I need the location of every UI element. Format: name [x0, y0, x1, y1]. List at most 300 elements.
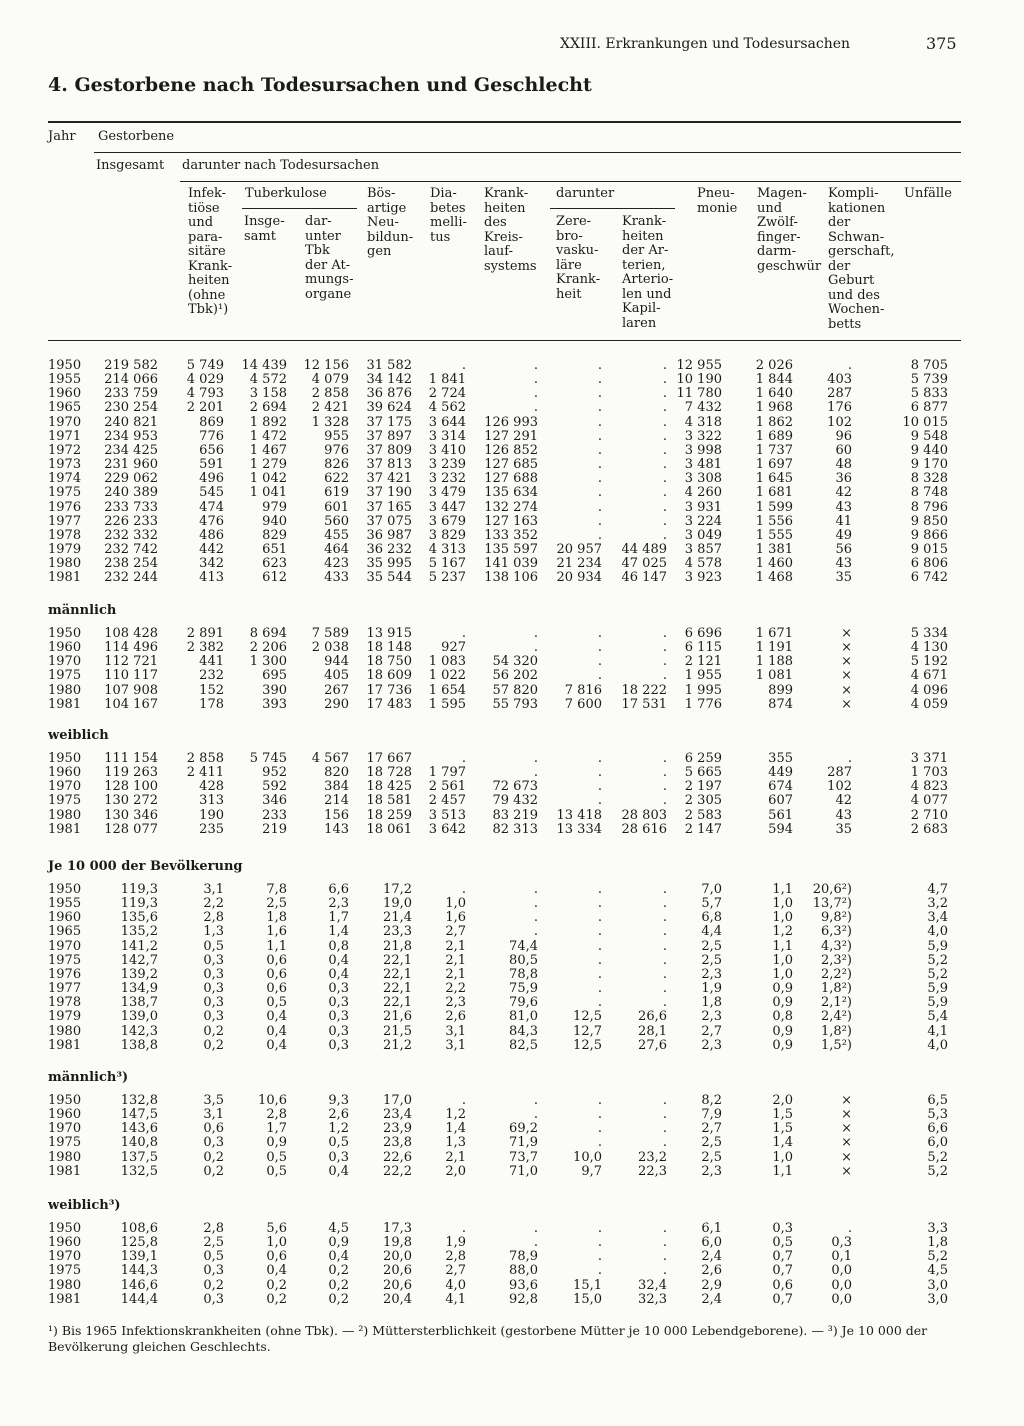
- cell-infektioese: 2 411: [186, 765, 224, 781]
- cell-infektioese: 2 201: [186, 400, 224, 416]
- cell-kreislauf: 138 106: [484, 570, 538, 586]
- cell-kreislauf: 80,5: [509, 952, 538, 968]
- header-arterien: Krank- heiten der Ar- terien, Arterio- len und Kapil- laren: [622, 214, 674, 331]
- cell-year: 1960: [48, 640, 82, 656]
- cell-pneumonie: 6 259: [684, 751, 722, 766]
- header-gestorbene: Gestorbene: [98, 129, 175, 144]
- cell-insgesamt: 147,5: [120, 1107, 158, 1123]
- cell-diabetes: 1 654: [428, 682, 466, 698]
- cell-magen: 1 968: [755, 400, 793, 416]
- cell-magen: 0,8: [772, 1009, 793, 1025]
- cell-year: 1976: [48, 966, 82, 982]
- cell-arterien: 23,2: [638, 1149, 667, 1165]
- cell-tbk-insgesamt: 5,6: [266, 1221, 287, 1236]
- cell-zerebro: .: [597, 513, 602, 529]
- cell-zerebro: 10,0: [573, 1149, 602, 1165]
- cell-tbk-insgesamt: 2 206: [249, 640, 287, 656]
- cell-arterien: .: [662, 938, 667, 954]
- cell-magen: 0,5: [772, 1235, 793, 1251]
- cell-insgesamt: 233 733: [104, 499, 158, 515]
- cell-kreislauf: 81,0: [509, 1009, 538, 1025]
- cell-kreislauf: 88,0: [509, 1263, 538, 1279]
- cell-pneumonie: 4 578: [684, 556, 722, 572]
- cell-unfaelle: 5,2: [927, 1149, 948, 1165]
- cell-unfaelle: 3,0: [927, 1291, 948, 1307]
- cell-pneumonie: 3 481: [684, 457, 722, 473]
- cell-diabetes: 3,1: [445, 1023, 466, 1039]
- cell-boesartige: 19,8: [383, 1235, 412, 1251]
- header-infektioese: Infek- tiöse und para- sitäre Krank- heiten (ohne Tbk)¹): [188, 186, 233, 317]
- cell-year: 1980: [48, 556, 82, 572]
- cell-infektioese: 0,3: [203, 981, 224, 997]
- cell-arterien: 17 531: [621, 696, 667, 712]
- cell-insgesamt: 114 496: [104, 640, 158, 656]
- cell-magen: 2 026: [755, 358, 793, 373]
- cell-insgesamt: 130 272: [104, 793, 158, 809]
- cell-infektioese: 0,3: [203, 1263, 224, 1279]
- cell-unfaelle: 8 748: [910, 485, 948, 501]
- cell-unfaelle: 8 796: [910, 499, 948, 515]
- cell-tbk-atmung: 0,3: [328, 981, 349, 997]
- cell-tbk-atmung: 0,3: [328, 1009, 349, 1025]
- cell-magen: 1,0: [772, 966, 793, 982]
- cell-tbk-insgesamt: 0,4: [266, 1263, 287, 1279]
- cell-boesartige: 18 609: [366, 668, 412, 684]
- cell-insgesamt: 125,8: [120, 1235, 158, 1251]
- cell-arterien: .: [662, 400, 667, 416]
- cell-infektioese: 4 029: [186, 372, 224, 388]
- cell-kreislauf: 57 820: [492, 682, 538, 698]
- cell-kreislauf: .: [533, 626, 538, 641]
- cell-infektioese: 441: [199, 654, 224, 670]
- cell-infektioese: 869: [199, 414, 224, 430]
- table-title: 4. Gestorbene nach Todesursachen und Geschlecht: [48, 74, 592, 96]
- cell-komplikationen: .: [847, 751, 852, 766]
- cell-arterien: 26,6: [638, 1009, 667, 1025]
- cell-year: 1955: [48, 896, 82, 912]
- cell-infektioese: 476: [199, 513, 224, 529]
- cell-komplikationen: 13,7²): [812, 896, 852, 912]
- header-darunter-nach: darunter nach Todesursachen: [182, 158, 380, 173]
- cell-tbk-insgesamt: 0,4: [266, 1037, 287, 1053]
- cell-boesartige: 21,4: [383, 910, 412, 926]
- cell-diabetes: 2,1: [445, 952, 466, 968]
- cell-insgesamt: 132,8: [120, 1093, 158, 1108]
- cell-infektioese: 0,2: [203, 1277, 224, 1293]
- table-row: [0, 996, 1024, 1010]
- cell-insgesamt: 144,3: [120, 1263, 158, 1279]
- cell-unfaelle: 5 192: [910, 654, 948, 670]
- cell-tbk-atmung: 826: [324, 457, 349, 473]
- cell-komplikationen: 36: [835, 471, 852, 487]
- cell-tbk-atmung: 433: [324, 570, 349, 586]
- cell-komplikationen: 0,0: [831, 1291, 852, 1307]
- cell-unfaelle: 2 710: [910, 807, 948, 823]
- cell-unfaelle: 4 130: [910, 640, 948, 656]
- header-rule-darunter: [180, 181, 961, 182]
- cell-unfaelle: 6 877: [910, 400, 948, 416]
- cell-kreislauf: .: [533, 358, 538, 373]
- cell-zerebro: .: [597, 1235, 602, 1251]
- cell-magen: 1,1: [772, 938, 793, 954]
- cell-komplikationen: .: [847, 358, 852, 373]
- cell-insgesamt: 233 759: [104, 386, 158, 402]
- table-row: [0, 1165, 1024, 1179]
- cell-tbk-insgesamt: 1,7: [266, 1121, 287, 1137]
- cell-insgesamt: 240 389: [104, 485, 158, 501]
- cell-year: 1978: [48, 527, 82, 543]
- cell-unfaelle: 9 866: [910, 527, 948, 543]
- cell-zerebro: 12,5: [573, 1037, 602, 1053]
- cell-boesartige: 18 728: [366, 765, 412, 781]
- cell-boesartige: 22,1: [383, 995, 412, 1011]
- table-row: [0, 627, 1024, 641]
- cell-year: 1970: [48, 938, 82, 954]
- cell-diabetes: 4 562: [428, 400, 466, 416]
- cell-year: 1975: [48, 668, 82, 684]
- cell-tbk-atmung: 944: [324, 654, 349, 670]
- cell-boesartige: 19,0: [383, 896, 412, 912]
- cell-magen: 449: [768, 765, 793, 781]
- cell-year: 1981: [48, 570, 82, 586]
- cell-pneumonie: 2,7: [701, 1121, 722, 1137]
- cell-komplikationen: 43: [835, 556, 852, 572]
- table-row: [0, 1136, 1024, 1150]
- cell-arterien: .: [662, 654, 667, 670]
- cell-tbk-insgesamt: 1,8: [266, 910, 287, 926]
- cell-kreislauf: 74,4: [509, 938, 538, 954]
- cell-pneumonie: 1 955: [684, 668, 722, 684]
- cell-year: 1972: [48, 442, 82, 458]
- header-zerebro: Zere- bro- vasku- läre Krank- heit: [556, 214, 601, 302]
- cell-unfaelle: 5,3: [927, 1107, 948, 1123]
- cell-tbk-insgesamt: 390: [262, 682, 287, 698]
- table-row: [0, 515, 1024, 529]
- table-row: [0, 982, 1024, 996]
- cell-infektioese: 0,3: [203, 995, 224, 1011]
- cell-unfaelle: 1 703: [910, 765, 948, 781]
- table-row: [0, 571, 1024, 585]
- cell-insgesamt: 232 244: [104, 570, 158, 586]
- cell-komplikationen: 0,1: [831, 1249, 852, 1265]
- cell-kreislauf: 69,2: [509, 1121, 538, 1137]
- cell-magen: 1 681: [755, 485, 793, 501]
- cell-kreislauf: .: [533, 765, 538, 781]
- cell-year: 1970: [48, 414, 82, 430]
- cell-unfaelle: 4 096: [910, 682, 948, 698]
- cell-tbk-insgesamt: 2,8: [266, 1107, 287, 1123]
- cell-tbk-insgesamt: 0,2: [266, 1277, 287, 1293]
- cell-pneumonie: 2,6: [701, 1263, 722, 1279]
- cell-tbk-atmung: 619: [324, 485, 349, 501]
- cell-komplikationen: 2,1²): [821, 995, 852, 1011]
- cell-magen: 1 555: [755, 527, 793, 543]
- table-row: [0, 954, 1024, 968]
- cell-magen: 0,9: [772, 995, 793, 1011]
- cell-komplikationen: ×: [841, 682, 852, 698]
- cell-boesartige: 36 232: [366, 541, 412, 557]
- cell-komplikationen: 0,0: [831, 1263, 852, 1279]
- cell-komplikationen: ×: [841, 1107, 852, 1123]
- cell-magen: 1,0: [772, 952, 793, 968]
- cell-unfaelle: 4 077: [910, 793, 948, 809]
- cell-arterien: 28 616: [621, 821, 667, 837]
- cell-pneumonie: 6,0: [701, 1235, 722, 1251]
- cell-komplikationen: 0,0: [831, 1277, 852, 1293]
- cell-insgesamt: 230 254: [104, 400, 158, 416]
- cell-year: 1971: [48, 428, 82, 444]
- cell-diabetes: .: [461, 751, 466, 766]
- cell-tbk-insgesamt: 829: [262, 527, 287, 543]
- cell-diabetes: 2,8: [445, 1249, 466, 1265]
- cell-tbk-insgesamt: 0,6: [266, 952, 287, 968]
- cell-year: 1970: [48, 1121, 82, 1137]
- cell-unfaelle: 5 739: [910, 372, 948, 388]
- table-row: [0, 925, 1024, 939]
- cell-tbk-atmung: 2,3: [328, 896, 349, 912]
- cell-insgesamt: 234 425: [104, 442, 158, 458]
- cell-unfaelle: 5 833: [910, 386, 948, 402]
- cell-arterien: .: [662, 779, 667, 795]
- header-tbk-atmung: dar- unter Tbk der At- mungs- organe: [305, 214, 354, 302]
- cell-year: 1960: [48, 765, 82, 781]
- cell-boesartige: 23,4: [383, 1107, 412, 1123]
- table-row: [0, 387, 1024, 401]
- cell-tbk-atmung: 9,3: [328, 1093, 349, 1108]
- cell-diabetes: 4,0: [445, 1277, 466, 1293]
- cell-tbk-atmung: 0,3: [328, 1037, 349, 1053]
- cell-insgesamt: 132,5: [120, 1163, 158, 1179]
- cell-komplikationen: 4,3²): [821, 938, 852, 954]
- cell-zerebro: .: [597, 428, 602, 444]
- cell-diabetes: 5 167: [428, 556, 466, 572]
- cell-diabetes: .: [461, 358, 466, 373]
- cell-arterien: .: [662, 471, 667, 487]
- cell-tbk-atmung: 0,4: [328, 1249, 349, 1265]
- cell-pneumonie: 2,5: [701, 1149, 722, 1165]
- cell-boesartige: 22,1: [383, 952, 412, 968]
- cell-diabetes: .: [461, 626, 466, 641]
- table-row: [0, 684, 1024, 698]
- cell-komplikationen: 49: [835, 527, 852, 543]
- cell-arterien: .: [662, 1121, 667, 1137]
- cell-pneumonie: 6,8: [701, 910, 722, 926]
- cell-diabetes: 3 479: [428, 485, 466, 501]
- cell-arterien: 32,4: [638, 1277, 667, 1293]
- cell-zerebro: .: [597, 471, 602, 487]
- cell-zerebro: .: [597, 499, 602, 515]
- cell-zerebro: .: [597, 1121, 602, 1137]
- cell-insgesamt: 135,6: [120, 910, 158, 926]
- cell-kreislauf: .: [533, 1221, 538, 1236]
- cell-infektioese: 776: [199, 428, 224, 444]
- cell-boesartige: 21,2: [383, 1037, 412, 1053]
- cell-tbk-atmung: 2,6: [328, 1107, 349, 1123]
- table-row: [0, 401, 1024, 415]
- cell-boesartige: 17 667: [366, 751, 412, 766]
- header-rule-tuberkulose: [242, 208, 357, 209]
- cell-zerebro: .: [597, 358, 602, 373]
- cell-boesartige: 37 075: [366, 513, 412, 529]
- cell-kreislauf: 82 313: [492, 821, 538, 837]
- cell-infektioese: 313: [199, 793, 224, 809]
- cell-magen: 1,0: [772, 896, 793, 912]
- cell-tbk-insgesamt: 14 439: [241, 358, 287, 373]
- cell-unfaelle: 3,3: [927, 1221, 948, 1236]
- cell-komplikationen: 41: [835, 513, 852, 529]
- cell-pneumonie: 3 923: [684, 570, 722, 586]
- table-row: [0, 543, 1024, 557]
- cell-kreislauf: 73,7: [509, 1149, 538, 1165]
- cell-tbk-atmung: 0,2: [328, 1291, 349, 1307]
- table-row: [0, 1151, 1024, 1165]
- cell-magen: 1 556: [755, 513, 793, 529]
- cell-magen: 1 188: [755, 654, 793, 670]
- cell-arterien: .: [662, 485, 667, 501]
- cell-arterien: .: [662, 995, 667, 1011]
- cell-komplikationen: 43: [835, 499, 852, 515]
- cell-zerebro: .: [597, 1107, 602, 1123]
- cell-year: 1977: [48, 513, 82, 529]
- cell-infektioese: 0,2: [203, 1037, 224, 1053]
- page-number: 375: [926, 34, 957, 53]
- cell-arterien: .: [662, 499, 667, 515]
- cell-tbk-insgesamt: 1 892: [249, 414, 287, 430]
- cell-magen: 1,2: [772, 924, 793, 940]
- cell-tbk-atmung: 214: [324, 793, 349, 809]
- table-row: [0, 897, 1024, 911]
- cell-year: 1980: [48, 1277, 82, 1293]
- cell-zerebro: .: [597, 1093, 602, 1108]
- cell-pneumonie: 12 955: [676, 358, 722, 373]
- cell-year: 1974: [48, 471, 82, 487]
- cell-insgesamt: 142,3: [120, 1023, 158, 1039]
- cell-arterien: 22,3: [638, 1163, 667, 1179]
- cell-boesartige: 21,5: [383, 1023, 412, 1039]
- cell-komplikationen: ×: [841, 1135, 852, 1151]
- cell-kreislauf: .: [533, 896, 538, 912]
- cell-tbk-atmung: 0,2: [328, 1263, 349, 1279]
- cell-tbk-insgesamt: 219: [262, 821, 287, 837]
- table-row: [0, 669, 1024, 683]
- cell-boesartige: 37 175: [366, 414, 412, 430]
- cell-pneumonie: 3 049: [684, 527, 722, 543]
- cell-boesartige: 31 582: [366, 358, 412, 373]
- cell-pneumonie: 4 318: [684, 414, 722, 430]
- cell-magen: 674: [768, 779, 793, 795]
- cell-zerebro: .: [597, 765, 602, 781]
- cell-zerebro: 12,5: [573, 1009, 602, 1025]
- cell-unfaelle: 4,0: [927, 1037, 948, 1053]
- cell-year: 1960: [48, 1107, 82, 1123]
- cell-tbk-atmung: 0,3: [328, 1149, 349, 1165]
- cell-kreislauf: 55 793: [492, 696, 538, 712]
- cell-arterien: 27,6: [638, 1037, 667, 1053]
- cell-boesartige: 39 624: [366, 400, 412, 416]
- cell-kreislauf: 83 219: [492, 807, 538, 823]
- cell-pneumonie: 2,5: [701, 952, 722, 968]
- cell-kreislauf: 71,9: [509, 1135, 538, 1151]
- cell-arterien: .: [662, 793, 667, 809]
- cell-diabetes: 3 644: [428, 414, 466, 430]
- cell-zerebro: .: [597, 372, 602, 388]
- cell-tbk-atmung: 0,4: [328, 966, 349, 982]
- cell-magen: 0,7: [772, 1249, 793, 1265]
- cell-tbk-atmung: 2 038: [311, 640, 349, 656]
- table-row: [0, 698, 1024, 712]
- cell-diabetes: 2,3: [445, 995, 466, 1011]
- cell-tbk-atmung: 2 421: [311, 400, 349, 416]
- cell-infektioese: 2 858: [186, 751, 224, 766]
- cell-infektioese: 0,5: [203, 1249, 224, 1265]
- cell-diabetes: 1 797: [428, 765, 466, 781]
- cell-magen: 1 381: [755, 541, 793, 557]
- cell-diabetes: 2 457: [428, 793, 466, 809]
- cell-magen: 0,9: [772, 1037, 793, 1053]
- cell-tbk-atmung: 423: [324, 556, 349, 572]
- table-row: [0, 641, 1024, 655]
- cell-diabetes: .: [461, 882, 466, 897]
- cell-insgesamt: 107 908: [104, 682, 158, 698]
- cell-diabetes: 5 237: [428, 570, 466, 586]
- cell-infektioese: 0,2: [203, 1163, 224, 1179]
- cell-arterien: .: [662, 1135, 667, 1151]
- cell-komplikationen: 2,2²): [821, 966, 852, 982]
- cell-magen: 561: [768, 807, 793, 823]
- cell-boesartige: 22,1: [383, 966, 412, 982]
- cell-zerebro: 7 816: [564, 682, 602, 698]
- cell-zerebro: .: [597, 654, 602, 670]
- cell-diabetes: 3 232: [428, 471, 466, 487]
- table-row: [0, 1222, 1024, 1236]
- cell-tbk-insgesamt: 1 467: [249, 442, 287, 458]
- cell-infektioese: 5 749: [186, 358, 224, 373]
- cell-zerebro: 7 600: [564, 696, 602, 712]
- cell-tbk-atmung: 622: [324, 471, 349, 487]
- cell-tbk-atmung: 0,2: [328, 1277, 349, 1293]
- cell-arterien: .: [662, 640, 667, 656]
- cell-diabetes: 2,1: [445, 966, 466, 982]
- cell-diabetes: 1,6: [445, 910, 466, 926]
- cell-insgesamt: 139,1: [120, 1249, 158, 1265]
- cell-unfaelle: 5,9: [927, 995, 948, 1011]
- cell-infektioese: 4 793: [186, 386, 224, 402]
- cell-tbk-insgesamt: 7,8: [266, 882, 287, 897]
- cell-zerebro: .: [597, 485, 602, 501]
- cell-infektioese: 591: [199, 457, 224, 473]
- cell-insgesamt: 130 346: [104, 807, 158, 823]
- cell-pneumonie: 2 197: [684, 779, 722, 795]
- cell-pneumonie: 2,5: [701, 1135, 722, 1151]
- cell-tbk-insgesamt: 1,0: [266, 1235, 287, 1251]
- cell-zerebro: 20 957: [556, 541, 602, 557]
- cell-magen: 607: [768, 793, 793, 809]
- cell-magen: 1,4: [772, 1135, 793, 1151]
- cell-komplikationen: 0,3: [831, 1235, 852, 1251]
- section-label: männlich: [48, 603, 117, 618]
- cell-arterien: .: [662, 668, 667, 684]
- cell-boesartige: 17,2: [383, 882, 412, 897]
- cell-infektioese: 0,3: [203, 966, 224, 982]
- cell-tbk-insgesamt: 393: [262, 696, 287, 712]
- cell-diabetes: 2,0: [445, 1163, 466, 1179]
- cell-pneumonie: 2,3: [701, 966, 722, 982]
- cell-arterien: .: [662, 527, 667, 543]
- table-row: [0, 780, 1024, 794]
- cell-arterien: .: [662, 513, 667, 529]
- section-label: männlich³): [48, 1070, 129, 1085]
- cell-year: 1976: [48, 499, 82, 515]
